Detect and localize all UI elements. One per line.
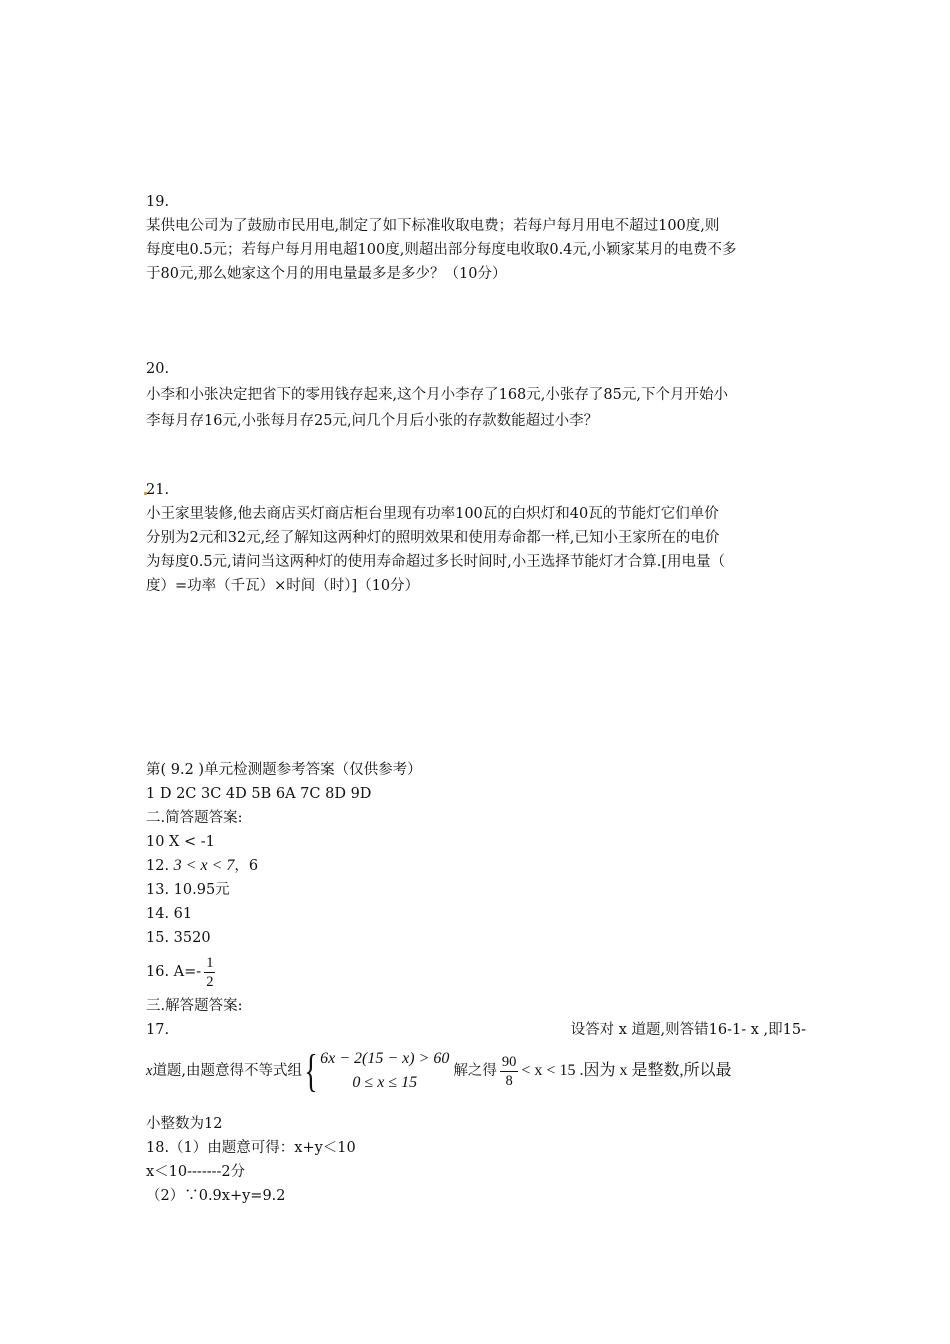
question-number: 19. [146, 194, 170, 210]
answer-18-line: x＜10-------2分 [146, 1164, 246, 1180]
answer-key-title: 第( 9.2 )单元检测题参考答案（仅供参考） [146, 762, 422, 778]
answer-15: 15. 3520 [146, 930, 211, 946]
question-number: 21. [146, 482, 170, 498]
question-19 [146, 190, 806, 286]
answer-17-system: x 道题,由题意得不等式组 { 6x − 2(15 − x) > 60 0 ≤ x ≤ 15 解之得 $\frac{90}{8}$ < x < 15 .因为 x 是整数,所以最 [146, 1045, 732, 1096]
question-text-line: 度）=功率（千瓦）×时间（时）]（10分） [146, 578, 420, 594]
brace-icon: { [304, 1045, 318, 1096]
question-text-line: 分别为2元和32元,经了解知这两种灯的照明效果和使用寿命都一样,已知小王家所在的电价 [146, 530, 720, 546]
answer-18-line: 18.（1）由题意可得：x+y＜10 [146, 1140, 356, 1156]
answer-10: 10 X < -1 [146, 834, 215, 850]
question-text-line: 每度电0.5元；若每户每月用电超100度,则超出部分每度电收取0.4元,小颖家某月的电费不多 [146, 242, 737, 258]
answer-17-header: 17. 设答对 x 道题,则答错16-1- x ,即15- [146, 1018, 806, 1042]
answer-key [146, 758, 806, 1208]
question-text-line: 小李和小张决定把省下的零用钱存起来,这个月小李存了168元,小张存了85元,下个月开始小 [146, 387, 728, 403]
fraction: $\frac{90}{8}$ [501, 1053, 517, 1089]
answer-12: 12. 3 < x < 7，6 [146, 857, 259, 874]
answer-17-line1: 设答对 x 道题,则答错16-1- x ,即15- [570, 1022, 806, 1038]
question-text-line: 为每度0.5元,请问当这两种灯的使用寿命超过多长时间时,小王选择节能灯才合算.[用电量（ [146, 554, 726, 570]
fraction: $\frac{1}{2}$ [206, 954, 214, 990]
question-text-line: 某供电公司为了鼓励市民用电,制定了如下标准收取电费；若每户每月用电不超过100度,则 [146, 218, 720, 234]
answer-16: 16. A=- $\frac{1}{2}$ [146, 954, 214, 990]
answer-17-last: 小整数为12 [146, 1116, 223, 1132]
question-20 [146, 356, 806, 434]
question-number: 20. [146, 361, 170, 377]
answer-14: 14. 61 [146, 906, 193, 922]
short-answer-heading: 二.简答题答案: [146, 810, 243, 826]
question-text-line: 李每月存16元,小张每月存25元,问几个月后小张的存款数能超过小李？ [146, 413, 599, 429]
inequality-system: 6x − 2(15 − x) > 60 0 ≤ x ≤ 15 [320, 1050, 450, 1091]
solve-heading: 三.解答题答案: [146, 998, 243, 1014]
answer-13: 13. 10.95元 [146, 882, 230, 898]
choice-answers: 1 D 2C 3C 4D 5B 6A 7C 8D 9D [146, 786, 372, 802]
answer-18-line: （2）∵0.9x+y=9.2 [146, 1188, 286, 1204]
question-text-line: 于80元,那么她家这个月的用电量最多是多少？（10分） [146, 266, 507, 282]
question-21 [146, 478, 806, 598]
question-text-line: 小王家里装修,他去商店买灯商店柜台里现有功率100瓦的白炽灯和40瓦的节能灯它们单价 [146, 506, 719, 522]
answer-12-expression: 3 < x < 7 [173, 857, 235, 874]
